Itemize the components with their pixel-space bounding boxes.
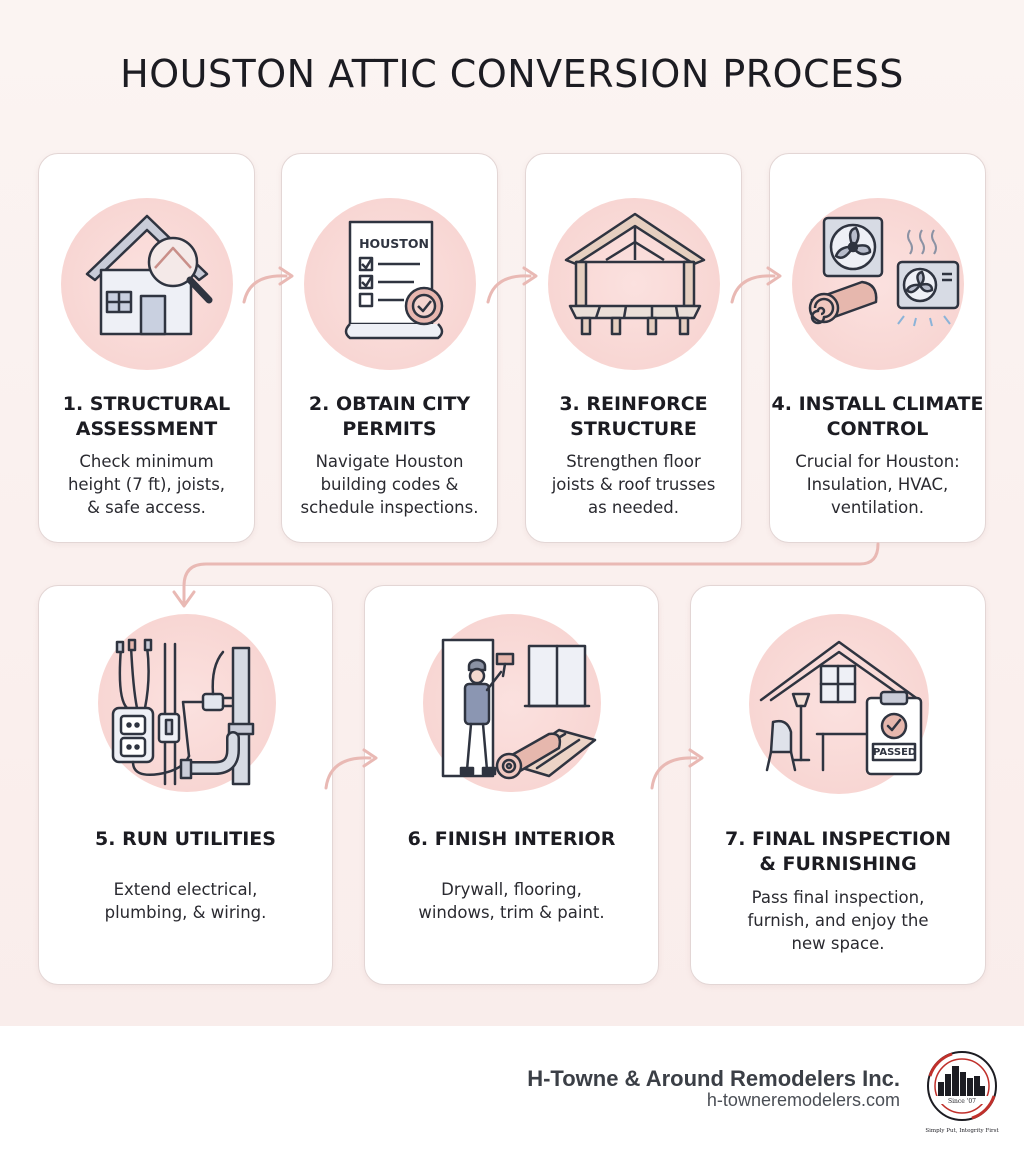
logo-since: Since '07	[948, 1098, 976, 1105]
arrow-5-to-6	[320, 738, 382, 794]
company-url[interactable]: h-towneremodelers.com	[706, 1090, 900, 1110]
step-desc-2: Navigate Houston building codes & schedule inspections.	[300, 452, 479, 517]
step-desc-5: Extend electrical, plumbing, & wiring.	[104, 880, 267, 922]
step-title-2: 2. OBTAIN CITY PERMITS	[308, 393, 471, 440]
step-title-3: 3. REINFORCE STRUCTURE	[559, 393, 708, 440]
passed-label: PASSED	[873, 747, 917, 758]
step-card-3	[525, 153, 742, 543]
step-card-7	[690, 585, 986, 985]
arrow-1-to-2	[238, 258, 298, 308]
step-title-7: 7. FINAL INSPECTION & FURNISHING	[724, 828, 951, 875]
step-desc-3: Strengthen floor joists & roof trusses as needed.	[551, 452, 716, 517]
logo-motto: Simply Put, Integrity First	[925, 1128, 999, 1134]
house-magnifier-icon	[77, 204, 217, 344]
hvac-insulation-icon	[802, 212, 962, 352]
arrow-3-to-4	[726, 258, 786, 308]
step-title-6: 6. FINISH INTERIOR	[407, 828, 616, 850]
arrow-2-to-3	[482, 258, 542, 308]
painter-interior-icon	[439, 636, 599, 782]
step-card-1	[38, 153, 255, 543]
company-logo	[922, 1046, 1002, 1136]
step-desc-1: Check minimum height (7 ft), joists, & safe access.	[67, 452, 226, 517]
step-desc-4: Crucial for Houston: Insulation, HVAC, ventilation.	[795, 452, 960, 517]
roof-truss-icon	[560, 208, 710, 338]
step-card-6	[364, 585, 659, 985]
step-card-5	[38, 585, 333, 985]
company-name: H-Towne & Around Remodelers Inc.	[527, 1066, 900, 1091]
step-title-4: 4. INSTALL CLIMATE CONTROL	[771, 393, 984, 440]
passed-clipboard-icon	[757, 630, 927, 790]
step-desc-7: Pass final inspection, furnish, and enjoy the new space.	[747, 888, 929, 953]
step-title-5: 5. RUN UTILITIES	[95, 828, 276, 850]
step-desc-6: Drywall, flooring, windows, trim & paint.	[418, 880, 605, 922]
permit-document-icon	[334, 214, 454, 344]
permit-doc-label: HOUSTON	[359, 236, 429, 251]
step-card-4	[769, 153, 986, 543]
step-card-2	[281, 153, 498, 543]
arrow-4-to-5	[170, 540, 890, 612]
utilities-wiring-icon	[103, 638, 273, 788]
step-title-1: 1. STRUCTURAL ASSESSMENT	[62, 393, 231, 440]
arrow-6-to-7	[646, 738, 708, 794]
page-title: HOUSTON ATTIC CONVERSION PROCESS	[120, 52, 904, 96]
